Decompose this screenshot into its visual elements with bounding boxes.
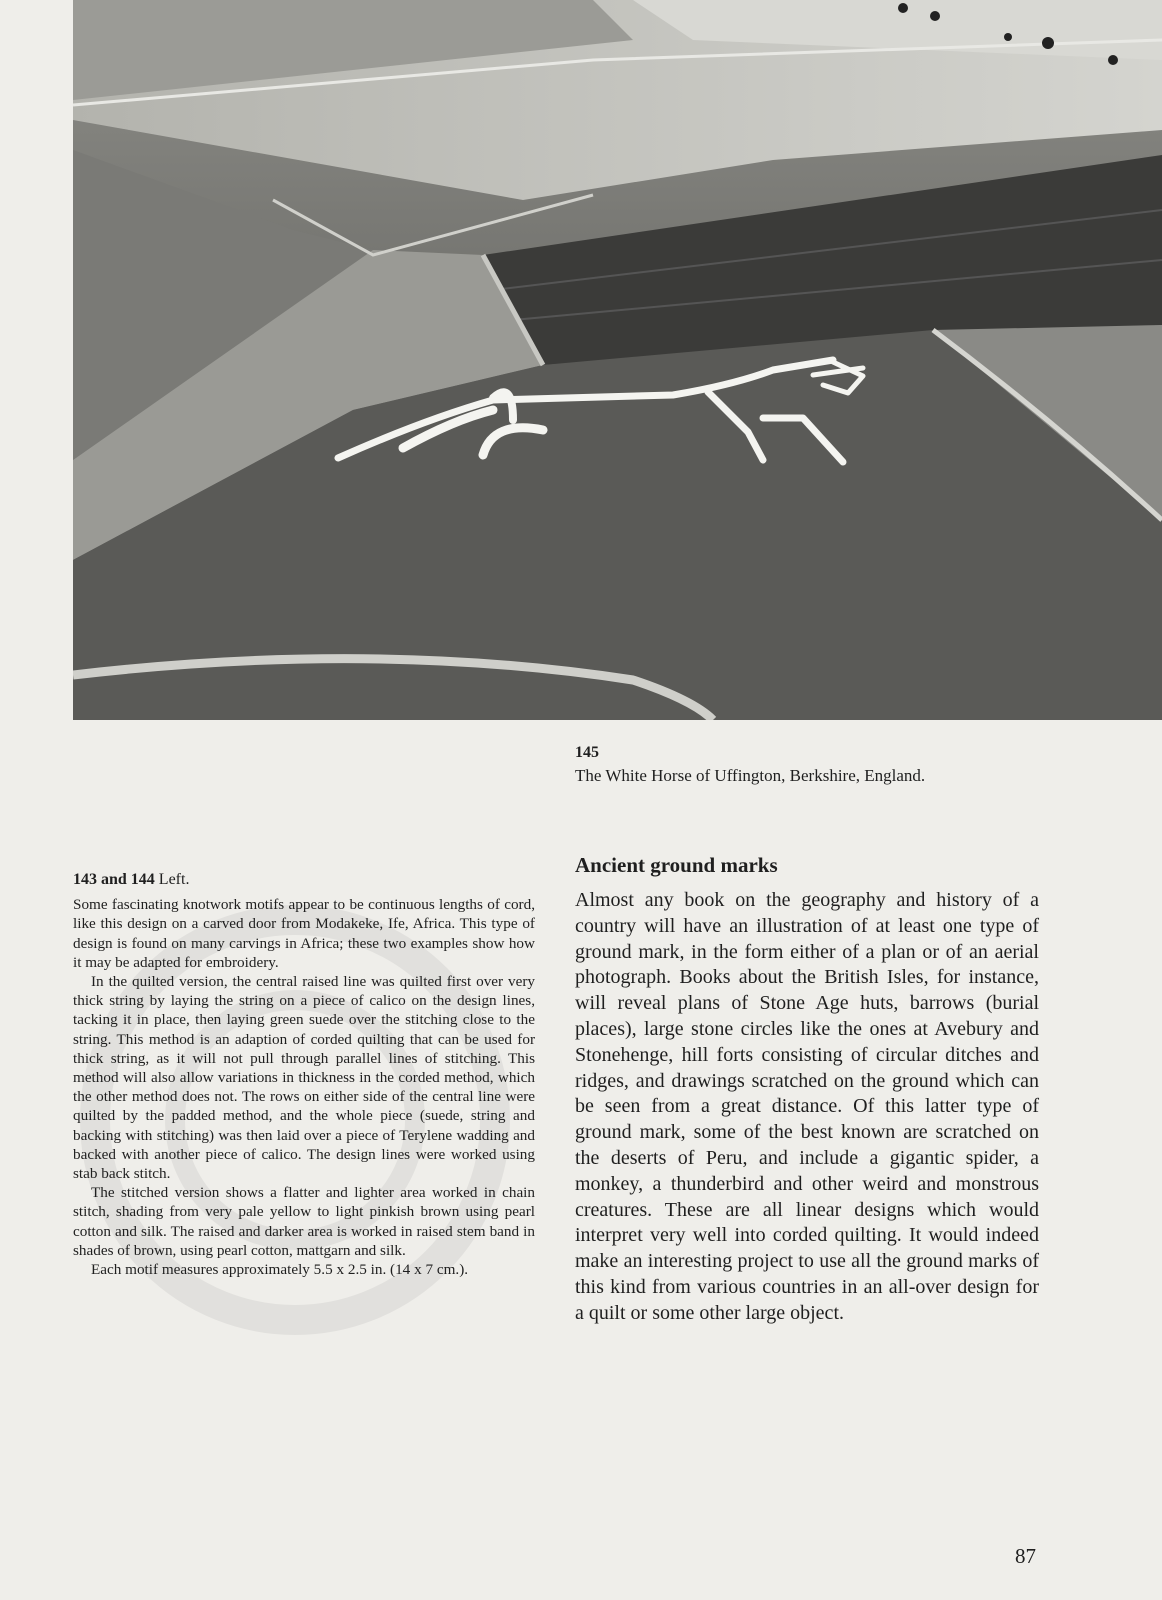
caption-paragraph: Some fascinating knotwork motifs appear to be continuous lengths of cord, like this design on a carved door from Modakeke, Ife, Africa. This type of design is found on many carvings in Africa; these two examples show how it may be adapted for embroidery. [73,896,535,971]
figure-145-caption [575,741,1135,787]
section-body: Almost any book on the geography and history of a country will have an illustration of at least one type of ground mark, in the form either of a plan or of an aerial photograph. Books about the British Isles, for instance, will reveal plans of Stone Age huts, barrows (burial places), large stone circles like the ones at Avebury and Stonehenge, hill forts consisting of circular ditches and ridges, and drawings scratched on the ground which can be seen from a great distance. Of this latter type of ground mark, some of the best known are scratched on the deserts of Peru, and include a gigantic spider, a monkey, a thunderbird and other weird and monstrous creatures. These are all linear designs which would interpret very well into corded quilting. It would indeed make an interesting project to use all the ground marks of this kind from various countries in an all-over design for a quilt or some other large object. [575,889,1039,1324]
white-horse-aerial-photo [73,0,1162,720]
caption-heading [73,870,535,889]
caption-heading-bold: 143 and 144 [73,871,155,888]
caption-paragraph: The stitched version shows a flatter and lighter area worked in chain stitch, shading from very pale yellow to light pinkish brown using pearl cotton and silk. The raised and darker area is worked in raised stem band in shades of brown, using pearl cotton, mattgarn and silk. [73,1184,535,1259]
figures-143-144-caption [73,870,535,1279]
figure-number: 145 [575,744,599,761]
section-title: Ancient ground marks [575,853,778,877]
page-number: 87 [1015,1544,1036,1568]
ancient-ground-marks-section [575,852,1039,1327]
figure-caption-text: The White Horse of Uffington, Berkshire, England. [575,766,926,785]
photo-illustration [73,0,1162,720]
caption-paragraph: Each motif measures approximately 5.5 x 2.5 in. (14 x 7 cm.). [91,1261,469,1279]
caption-heading-rest: Left. [154,871,190,888]
caption-paragraph: In the quilted version, the central raised line was quilted first over very thick string by laying the string on a piece of calico on the design lines, tacking it in place, then laying green suede over the stitching close to the string. This method is an adaption of corded quilting that can be used for thick string, as it will not pull through parallel lines of stitching. This method will also allow variations in thickness in the corded method, which the other method does not. The rows on either side of the central line were quilted by the padded method, and the whole piece (suede, string and backing with stitching) was then laid over a piece of Terylene wadding and backed with another piece of calico. The design lines were worked using stab back stitch. [73,973,535,1183]
